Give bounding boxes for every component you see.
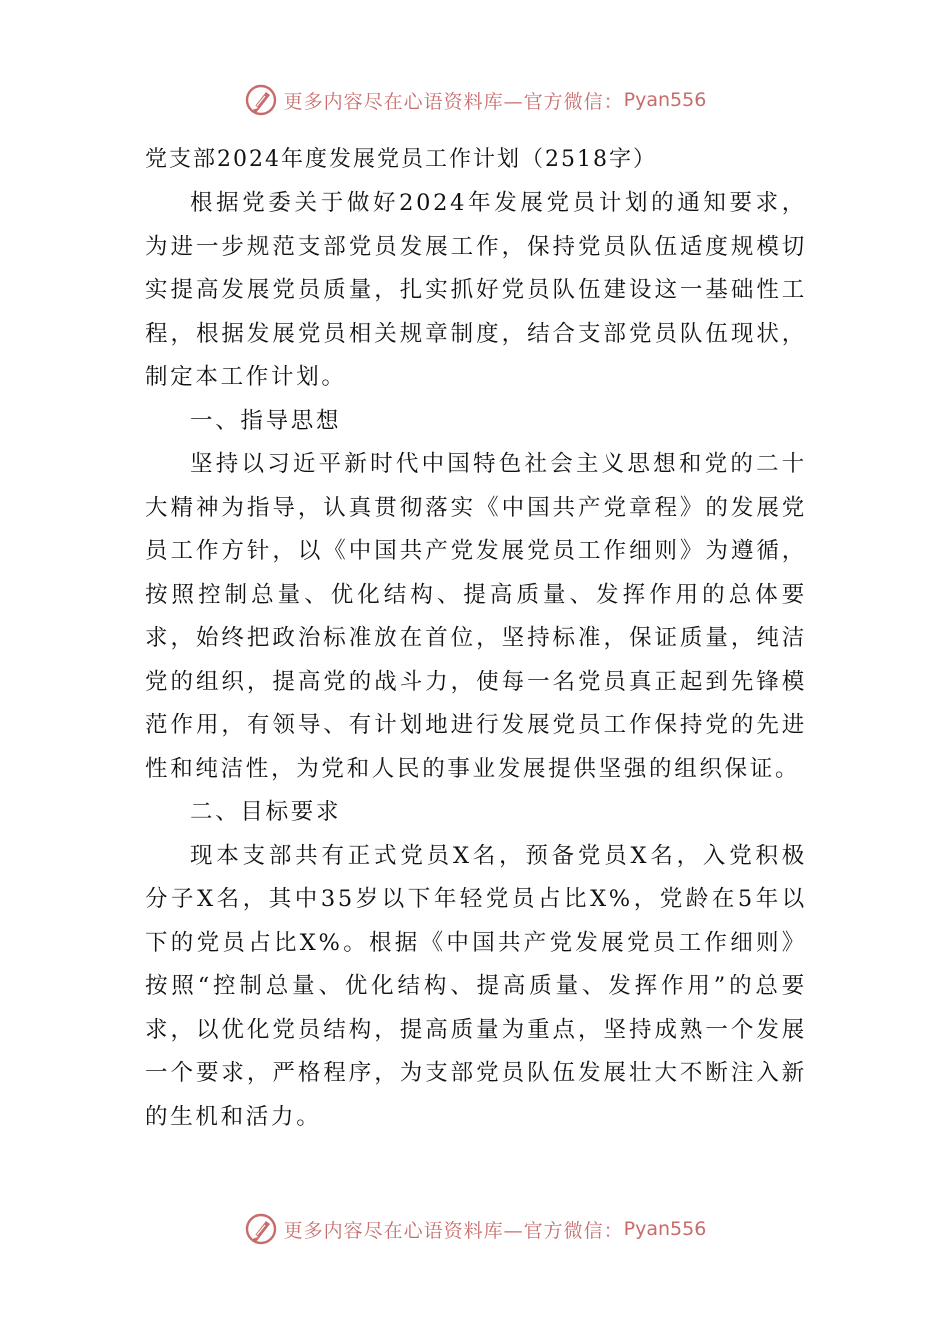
section-body-guiding-ideology: 坚持以习近平新时代中国特色社会主义思想和党的二十大精神为指导，认真贯彻落实《中国共产党章程》的发展党员工作方针，以《中国共产党发展党员工作细则》为遵循，按照控制总量、优化结构、提高质量、发挥作用的总体要求，始终把政治标准放在首位，坚持标准，保证质量，纯洁党的组织，提高党的战斗力，使每一名党员真正起到先锋模范作用，有领导、有计划地进行发展党员工作保持党的先进性和纯洁性，为党和人民的事业发展提供坚强的组织保证。 [145,451,807,782]
footer-watermark-banner [0,1209,950,1249]
watermark-text: 更多内容尽在心语资料库—官方微信： [283,1219,624,1242]
document-title: 党支部2024年度发展党员工作计划（2518字） [145,147,657,172]
section-heading-goals: 二、目标要求 [190,799,342,825]
document-body [145,138,807,1139]
watermark-text: 更多内容尽在心语资料库—官方微信： [283,90,624,113]
section-body-goals: 现本支部共有正式党员X名，预备党员X名，入党积极分子X名，其中35岁以下年轻党员占比X%，党龄在5年以下的党员占比X%。根据《中国共产党发展党员工作细则》按照“控制总量、优化结构、提高质量、发挥作用”的总要求，以优化党员结构，提高质量为重点，坚持成熟一个发展一个要求，严格程序，为支部党员队伍发展壮大不断注入新的生机和活力。 [145,842,807,1130]
pen-nib-logo-icon [244,83,278,117]
watermark-wechat-id: Pyan556 [623,1218,707,1240]
intro-paragraph: 根据党委关于做好2024年发展党员计划的通知要求，为进一步规范支部党员发展工作，保持党员队伍适度规模切实提高发展党员质量，扎实抓好党员队伍建设这一基础性工程，根据发展党员相关规章制度，结合支部党员队伍现状，制定本工作计划。 [145,190,807,390]
pen-nib-logo-icon [244,1212,278,1246]
watermark-wechat-id: Pyan556 [623,89,707,111]
header-watermark-banner [0,80,950,120]
section-heading-guiding-ideology: 一、指导思想 [190,407,342,434]
